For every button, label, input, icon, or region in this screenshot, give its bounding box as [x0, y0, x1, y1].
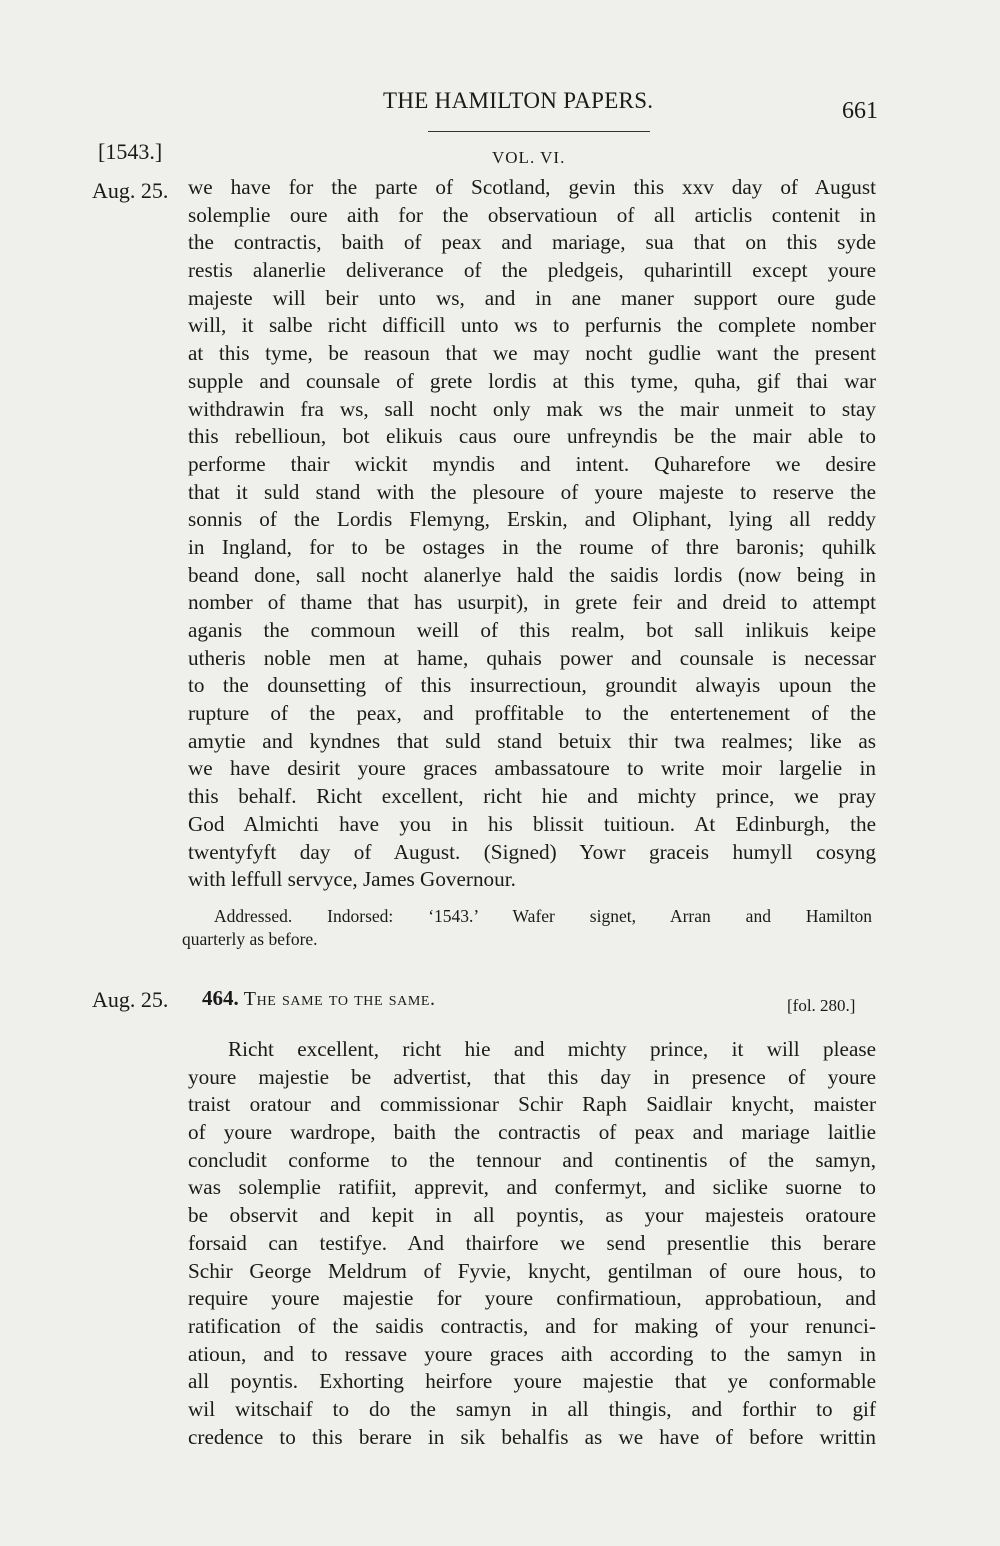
text-line: Schir George Meldrum of Fyvie, knycht, gentilman of oure hous, to [188, 1258, 876, 1283]
text-line: beand done, sall nocht alanerlye hald the saidis lordis (now being in [188, 562, 876, 587]
text-line: nomber of thame that has usurpit), in grete feir and dreid to attempt [188, 590, 876, 615]
text-line: the contractis, baith of peax and mariage, sua that on this syde [188, 230, 876, 255]
text-line: we have desirit youre graces ambassatoure to write moir largelie in [188, 756, 876, 781]
entry-heading [202, 986, 436, 1011]
text-line: we have for the parte of Scotland, gevin this xxv day of August [188, 175, 876, 199]
margin-date-second: Aug. 25. [92, 987, 169, 1012]
text-line: youre majestie be advertist, that this day in presence of youre [188, 1064, 876, 1089]
entry-title: The same to the same. [243, 988, 436, 1010]
year-marker: [1543.] [98, 139, 163, 164]
text-line: ratification of the saidis contractis, and for making of your renunci- [188, 1313, 876, 1338]
text-line: God Almichti have you in his blissit tuitioun. At Edinburgh, the [188, 811, 876, 836]
text-line: atioun, and to ressave youre graces aith according to the samyn in [188, 1341, 876, 1366]
note-line: quarterly as before. [182, 929, 318, 949]
text-line: be observit and kepit in all poyntis, as your majesteis oratoure [188, 1203, 876, 1228]
text-line: credence to this berare in sik behalfis as we have of before writtin [188, 1424, 876, 1449]
running-title: THE HAMILTON PAPERS. [383, 88, 654, 113]
endorsement-note [182, 905, 872, 951]
second-entry-text [188, 1036, 876, 1451]
text-line: twentyfyft day of August. (Signed) Yowr graceis humyll cosyng [188, 839, 876, 864]
margin-date-first: Aug. 25. [92, 178, 169, 203]
text-line: traist oratour and commissionar Schir Raph Saidlair knycht, maister [188, 1092, 876, 1117]
text-line: in Ingland, for to be ostages in the roume of thre baronis; quhilk [188, 534, 876, 559]
text-line: wil witschaif to do the samyn in all thingis, and forthir to gif [188, 1396, 876, 1421]
text-line: all poyntis. Exhorting heirfore youre majestie that ye conformable [188, 1369, 876, 1394]
text-line: aganis the commoun weill of this realm, bot sall inlikuis keipe [188, 618, 876, 642]
text-line: at this tyme, be reasoun that we may nocht gudlie want the present [188, 341, 876, 366]
text-line: with leffull servyce, James Governour. [188, 867, 516, 892]
text-line: Richt excellent, richt hie and michty prince, it will please [228, 1037, 876, 1061]
text-line: sonnis of the Lordis Flemyng, Erskin, and Oliphant, lying all reddy [188, 507, 876, 532]
text-line: supple and counsale of grete lordis at this tyme, quha, gif thai war [188, 368, 876, 393]
text-line: amytie and kyndnes that suld stand betuix thir twa realmes; like as [188, 728, 876, 753]
text-line: this rebellioun, bot elikuis caus oure unfreyndis be the mair able to [188, 424, 876, 449]
text-line: solemplie oure aith for the observatioun of all articlis contenit in [188, 202, 876, 227]
page-number: 661 [842, 98, 878, 124]
text-line: forsaid can testifye. And thairfore we send presentlie this berare [188, 1230, 876, 1255]
text-line: concludit conforme to the tennour and continentis of the samyn, [188, 1147, 876, 1172]
text-line: rupture of the peax, and proffitable to the entertenement of the [188, 701, 876, 726]
text-line: require youre majestie for youre confirmatioun, approbatioun, and [188, 1286, 876, 1311]
text-line: withdrawin fra ws, sall nocht only mak ws the mair unmeit to stay [188, 396, 876, 421]
entry-number: 464. [202, 986, 239, 1010]
folio-reference: [fol. 280.] [787, 996, 856, 1015]
text-line: performe thair wickit myndis and intent. Quharefore we desire [188, 451, 876, 476]
volume-label: VOL. VI. [492, 148, 566, 167]
text-line: utheris noble men at hame, quhais power and counsale is necessar [188, 645, 876, 670]
text-line: that it suld stand with the plesoure of youre majeste to reserve the [188, 479, 876, 504]
text-line: to the dounsetting of this insurrectioun, groundit alwayis upoun the [188, 673, 876, 698]
header-rule [428, 131, 650, 132]
text-line: of youre wardrope, baith the contractis of peax and mariage laitlie [188, 1120, 876, 1145]
text-line: was solemplie ratifiit, apprevit, and confermyt, and siclike suorne to [188, 1175, 876, 1200]
text-line: restis alanerlie deliverance of the pledgeis, quharintill except youre [188, 258, 876, 283]
first-entry-text [188, 174, 876, 894]
text-line: majeste will beir unto ws, and in ane maner support oure gude [188, 285, 876, 310]
note-line: Addressed. Indorsed: ‘1543.’ Wafer signet, Arran and Hamilton [214, 906, 872, 926]
text-line: will, it salbe richt difficill unto ws to perfurnis the complete nomber [188, 313, 876, 338]
text-line: this behalf. Richt excellent, richt hie and michty prince, we pray [188, 784, 876, 809]
